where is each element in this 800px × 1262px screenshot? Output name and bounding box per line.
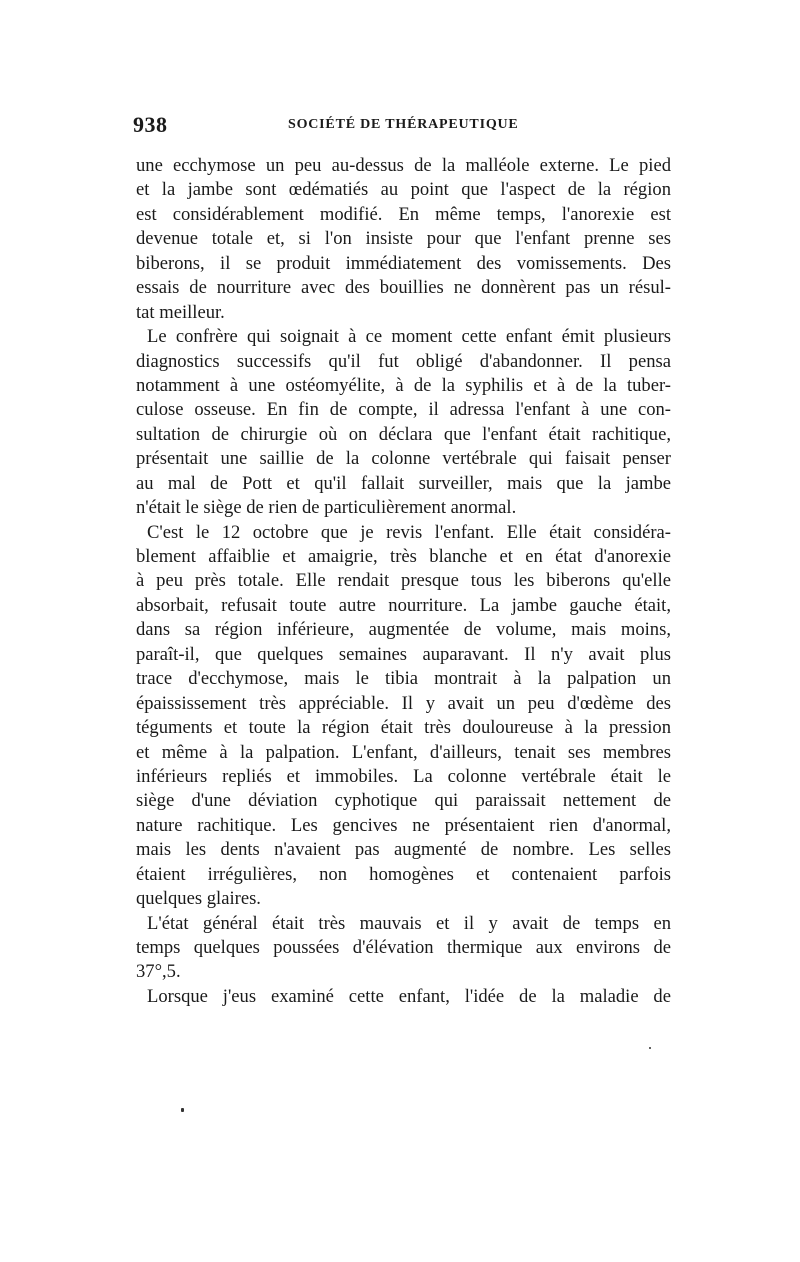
text-line: notamment à une ostéomyélite, à de la syphilis et à de la tuber- xyxy=(136,374,671,396)
text-line: blement affaiblie et amaigrie, très blanche et en état d'anorexie xyxy=(136,546,671,567)
page-header xyxy=(133,112,673,142)
text-line: 37°,5. xyxy=(136,961,181,983)
text-line: n'était le siège de rien de particulièrement anormal. xyxy=(136,497,517,519)
text-line: diagnostics successifs qu'il fut obligé d'abandonner. Il pensa xyxy=(136,350,671,372)
text-line: et même à la palpation. L'enfant, d'ailleurs, tenait ses membres xyxy=(136,741,671,763)
text-line: trace d'ecchymose, mais le tibia montrait à la palpation un xyxy=(136,668,671,690)
text-line: une ecchymose un peu au-dessus de la malléole externe. Le pied xyxy=(136,155,671,176)
text-line: sultation de chirurgie où on déclara que l'enfant était rachitique, xyxy=(136,423,671,445)
text-line: étaient irrégulières, non homogènes et contenaient parfois xyxy=(136,863,671,885)
text-line: épaississement très appréciable. Il y avait un peu d'œdème des xyxy=(136,692,671,714)
print-speck xyxy=(181,1108,184,1112)
text-line: est considérablement modifié. En même temps, l'anorexie est xyxy=(136,203,671,225)
text-line: Lorsque j'eus examiné cette enfant, l'idée de la maladie de xyxy=(147,985,671,1007)
text-line: biberons, il se produit immédiatement des vomissements. Des xyxy=(136,252,671,274)
body-text xyxy=(136,154,671,1009)
text-line: Le confrère qui soignait à ce moment cette enfant émit plusieurs xyxy=(147,326,671,348)
print-speck xyxy=(649,1047,651,1049)
text-line: nature rachitique. Les gencives ne présentaient rien d'anormal, xyxy=(136,814,671,836)
text-line: C'est le 12 octobre que je revis l'enfant. Elle était considéra- xyxy=(147,521,671,543)
text-line: présentait une saillie de la colonne vertébrale qui faisait penser xyxy=(136,448,671,470)
text-line: siège d'une déviation cyphotique qui paraissait nettement de xyxy=(136,790,671,812)
text-line: devenue totale et, si l'on insiste pour que l'enfant prenne ses xyxy=(136,228,671,250)
text-line: quelques glaires. xyxy=(136,888,261,910)
text-line: inférieurs repliés et immobiles. La colonne vertébrale était le xyxy=(136,765,671,787)
text-line: temps quelques poussées d'élévation thermique aux environs de xyxy=(136,937,671,958)
text-line: L'état général était très mauvais et il y avait de temps en xyxy=(147,912,671,934)
text-line: absorbait, refusait toute autre nourriture. La jambe gauche était, xyxy=(136,594,671,616)
text-line: à peu près totale. Elle rendait presque tous les biberons qu'elle xyxy=(136,570,671,592)
text-line: essais de nourriture avec des bouillies ne donnèrent pas un résul- xyxy=(136,277,671,299)
text-line: paraît-il, que quelques semaines auparavant. Il n'y avait plus xyxy=(136,643,671,665)
text-line: tat meilleur. xyxy=(136,301,225,323)
page-number: 938 xyxy=(133,112,168,137)
text-line: et la jambe sont œdématiés au point que l'aspect de la région xyxy=(136,179,671,201)
running-head: SOCIÉTÉ DE THÉRAPEUTIQUE xyxy=(288,117,519,132)
text-line: dans sa région inférieure, augmentée de volume, mais moins, xyxy=(136,619,671,641)
text-line: téguments et toute la région était très douloureuse à la pression xyxy=(136,717,671,739)
text-line: culose osseuse. En fin de compte, il adressa l'enfant à une con- xyxy=(136,399,671,421)
text-line: mais les dents n'avaient pas augmenté de nombre. Les selles xyxy=(136,839,671,861)
text-line: au mal de Pott et qu'il fallait surveiller, mais que la jambe xyxy=(136,472,671,494)
